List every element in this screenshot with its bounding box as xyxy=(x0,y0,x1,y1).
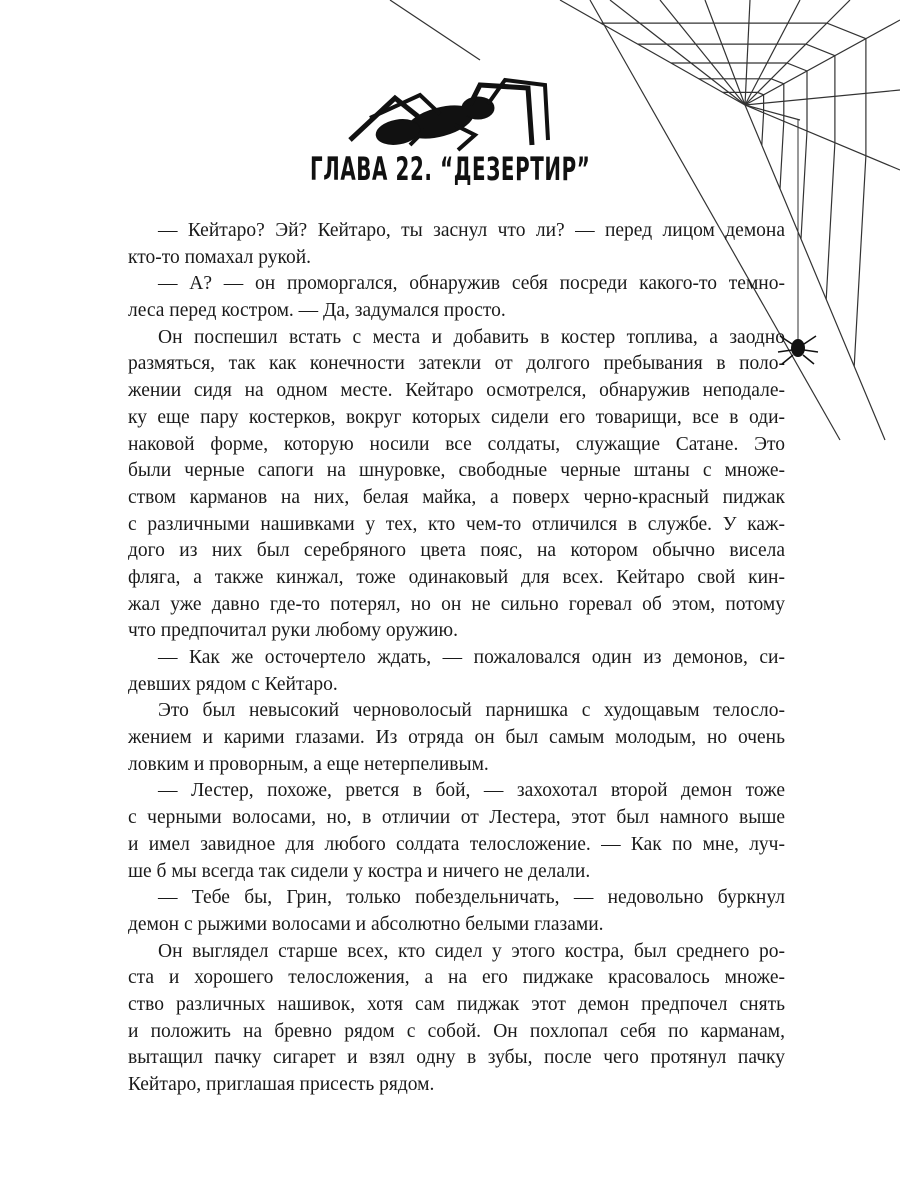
text-line: Это был невысокий черноволосый парнишка с худощавым телосло- xyxy=(158,700,785,722)
text-line: ше б мы всегда так сидели у костра и ничего не делали. xyxy=(128,860,591,882)
text-line: были черные сапоги на шнуровке, свободные черные штаны с множе- xyxy=(128,460,785,482)
text-line: — Тебе бы, Грин, только побездельничать, — недовольно буркнул xyxy=(158,887,785,909)
text-line: и положить на бревно рядом с собой. Он похлопал себя по карманам, xyxy=(128,1020,785,1042)
text-line: размяться, так как конечности затекли от долгого пребывания в поло- xyxy=(128,353,785,375)
text-line: ста и хорошего телосложения, а на его пиджаке красовалось множе- xyxy=(128,967,785,989)
text-line: фляга, а также кинжал, тоже одинаковый для всех. Кейтаро свой кин- xyxy=(128,566,785,588)
chapter-body-text xyxy=(128,218,785,1099)
text-line: вытащил пачку сигарет и взял одну в зубы, после чего протянул пачку xyxy=(128,1047,785,1069)
web-thread xyxy=(660,0,745,105)
text-line: жении сидя на одном месте. Кейтаро осмотрелся, обнаружив неподале- xyxy=(128,380,785,402)
text-line: леса перед костром. — Да, задумался просто. xyxy=(128,300,506,322)
web-thread xyxy=(390,0,480,60)
text-line: демон с рыжими волосами и абсолютно белыми глазами. xyxy=(128,913,604,935)
text-line: ство различных нашивок, хотя сам пиджак этот демон предпочел снять xyxy=(128,993,785,1015)
text-line: девших рядом с Кейтаро. xyxy=(128,673,338,695)
text-line: с черными волосами, но, в отличии от Лестера, этот был намного выше xyxy=(128,807,785,829)
text-line: жал уже давно где-то потерял, но он не сильно горевал об этом, потому xyxy=(128,593,785,615)
text-line: ством карманов на них, белая майка, а поверх черно-красный пиджак xyxy=(128,486,785,508)
text-line: — Кейтаро? Эй? Кейтаро, ты заснул что ли? — перед лицом демона xyxy=(158,220,785,241)
text-line: Кейтаро, приглашая присесть рядом. xyxy=(128,1074,435,1095)
web-thread xyxy=(745,105,800,120)
text-line: — Как же осточертело ждать, — пожаловался один из демонов, си- xyxy=(158,647,785,668)
text-line: с различными нашивками у тех, кто чем-то отличился в службе. У каж- xyxy=(128,513,785,535)
web-thread xyxy=(745,0,850,105)
text-line: ку еще пару костерков, вокруг которых сидели его товарищи, все в оди- xyxy=(128,406,785,428)
text-line: что предпочитал руки любому оружию. xyxy=(128,620,458,642)
web-thread xyxy=(560,0,745,105)
text-line: Он выглядел старше всех, кто сидел у этого костра, был среднего ро- xyxy=(158,940,785,962)
text-line: — А? — он проморгался, обнаружив себя посреди какого-то темно- xyxy=(158,273,785,295)
web-thread xyxy=(745,0,750,105)
text-line: Он поспешил встать с места и добавить в костер топлива, а заодно xyxy=(158,326,785,348)
text-line: ловким и проворным, а еще нетерпеливым. xyxy=(128,753,489,775)
text-line: жением и карими глазами. Из отряда он был самым молодым, но очень xyxy=(128,727,785,749)
text-line: дого из них был серебряного цвета пояс, на котором обычно висела xyxy=(128,540,785,562)
chapter-title xyxy=(0,150,900,188)
text-line: кто-то помахал рукой. xyxy=(128,246,312,268)
text-line: наковой форме, которую носили все солдаты, служащие Сатане. Это xyxy=(128,433,785,455)
text-line: — Лестер, похоже, рвется в бой, — захохотал второй демон тоже xyxy=(158,780,785,802)
text-line: и имел завидное для любого солдата телосложение. — Как по мне, луч- xyxy=(128,833,785,855)
large-spider-icon xyxy=(350,80,548,150)
chapter-title-text: ГЛАВА 22. “ДЕЗЕРТИР” xyxy=(309,150,591,188)
